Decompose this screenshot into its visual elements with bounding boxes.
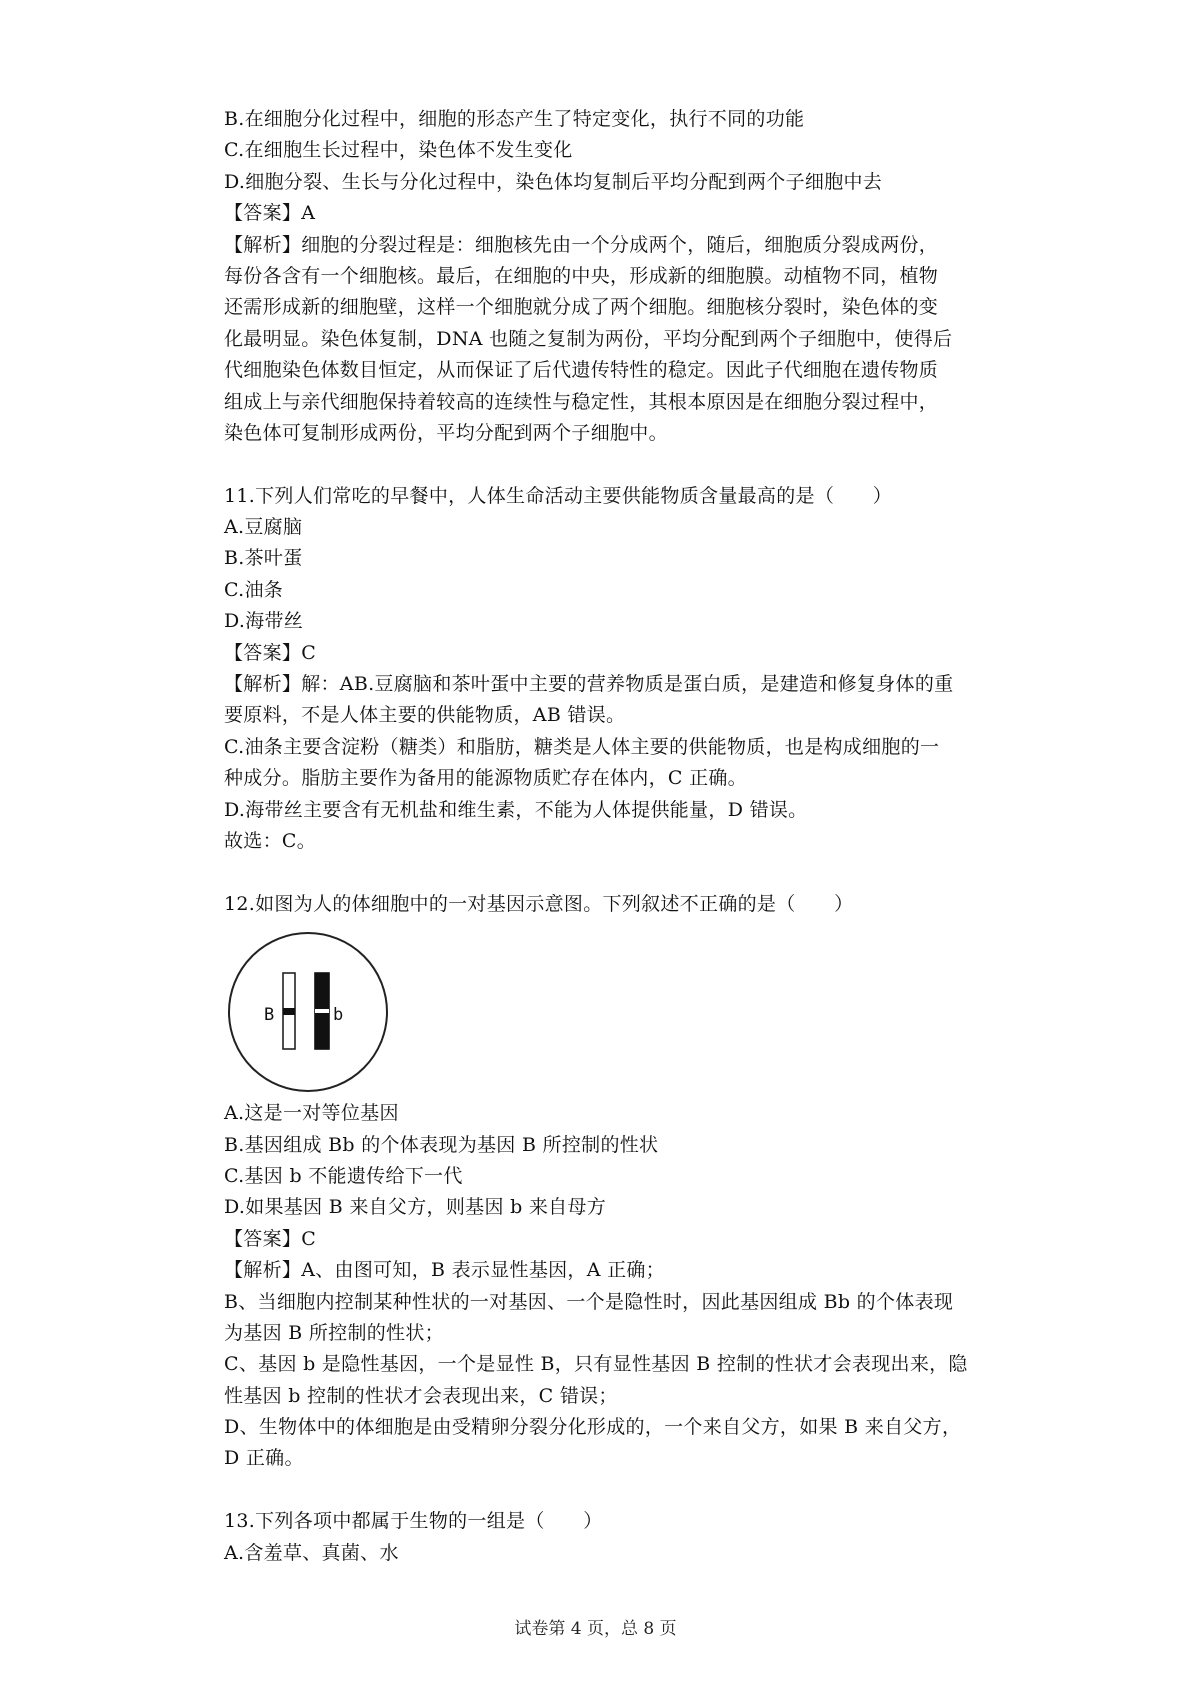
label-b: b bbox=[333, 1005, 344, 1026]
q11-option-a: A.豆腐脑 bbox=[224, 516, 303, 539]
q12-analysis-line: 性基因 b 控制的性状才会表现出来，C 错误； bbox=[224, 1384, 618, 1407]
q12-analysis-line: D 正确。 bbox=[224, 1447, 304, 1470]
q10-option-d: D.细胞分裂、生长与分化过程中，染色体均复制后平均分配到两个子细胞中去 bbox=[224, 170, 883, 193]
cell-diagram bbox=[226, 930, 394, 1094]
gene-locus-b-upper bbox=[283, 1008, 295, 1015]
q10-analysis-line: 化最明显。染色体复制，DNA 也随之复制为两份，平均分配到两个子细胞中，使得后 bbox=[224, 327, 953, 350]
q12-stem: 12.如图为人的体细胞中的一对基因示意图。下列叙述不正确的是（ ） bbox=[224, 892, 854, 915]
q12-analysis-line: 为基因 B 所控制的性状； bbox=[224, 1321, 444, 1344]
q12-analysis-line: C、基因 b 是隐性基因，一个是显性 B，只有显性基因 B 控制的性状才会表现出来，隐 bbox=[224, 1353, 968, 1376]
q12-analysis-line: B、当细胞内控制某种性状的一对基因、一个是隐性时，因此基因组成 Bb 的个体表现 bbox=[224, 1290, 954, 1313]
gene-pair-figure bbox=[224, 926, 1004, 1094]
page-body bbox=[224, 104, 1004, 1569]
q11-answer: 【答案】C bbox=[224, 641, 317, 664]
paragraph-gap bbox=[224, 449, 1004, 480]
q12-analysis-line: 【解析】A、由图可知，B 表示显性基因，A 正确； bbox=[224, 1259, 665, 1282]
q11-stem: 11.下列人们常吃的早餐中，人体生命活动主要供能物质含量最高的是（ ） bbox=[224, 484, 893, 507]
q12-option-c: C.基因 b 不能遗传给下一代 bbox=[224, 1164, 463, 1187]
page-footer: 试卷第 4 页，总 8 页 bbox=[514, 1619, 677, 1639]
q10-analysis-line: 组成上与亲代细胞保持着较高的连续性与稳定性，其根本原因是在细胞分裂过程中， bbox=[224, 390, 939, 413]
q12-analysis-line: D、生物体中的体细胞是由受精卵分裂分化形成的，一个来自父方，如果 B 来自父方， bbox=[224, 1416, 962, 1439]
cell-outline bbox=[229, 933, 387, 1091]
label-B: B bbox=[264, 1005, 275, 1026]
q12-option-a: A.这是一对等位基因 bbox=[224, 1102, 399, 1125]
q13-stem: 13.下列各项中都属于生物的一组是（ ） bbox=[224, 1510, 603, 1533]
q12-option-d: D.如果基因 B 来自父方，则基因 b 来自母方 bbox=[224, 1196, 607, 1219]
q12-answer: 【答案】C bbox=[224, 1227, 317, 1250]
q11-analysis-line: 故选：C。 bbox=[224, 829, 317, 852]
q11-option-b: B.茶叶蛋 bbox=[224, 547, 303, 570]
q10-option-b: B.在细胞分化过程中，细胞的形态产生了特定变化，执行不同的功能 bbox=[224, 108, 805, 130]
q11-option-d: D.海带丝 bbox=[224, 610, 304, 633]
gene-locus-b-lower bbox=[315, 1009, 329, 1013]
q11-option-c: C.油条 bbox=[224, 578, 284, 601]
q11-analysis-line: 要原料，不是人体主要的供能物质，AB 错误。 bbox=[224, 704, 626, 727]
q10-analysis-line: 每份各含有一个细胞核。最后，在细胞的中央，形成新的细胞膜。动植物不同，植物 bbox=[224, 264, 939, 287]
q12-option-b: B.基因组成 Bb 的个体表现为基因 B 所控制的性状 bbox=[224, 1133, 659, 1156]
q13-option-a: A.含羞草、真菌、水 bbox=[224, 1541, 399, 1564]
q10-analysis-line: 代细胞染色体数目恒定，从而保证了后代遗传特性的稳定。因此子代细胞在遗传物质 bbox=[224, 359, 939, 382]
q10-analysis-line: 染色体可复制形成两份，平均分配到两个子细胞中。 bbox=[224, 421, 668, 444]
q10-answer: 【答案】A bbox=[224, 202, 316, 225]
q11-analysis-line: 【解析】解：AB.豆腐脑和茶叶蛋中主要的营养物质是蛋白质，是建造和修复身体的重 bbox=[224, 673, 954, 696]
q11-analysis-line: D.海带丝主要含有无机盐和维生素，不能为人体提供能量，D 错误。 bbox=[224, 798, 808, 821]
q11-analysis-line: 种成分。脂肪主要作为备用的能源物质贮存在体内，C 正确。 bbox=[224, 767, 747, 790]
paragraph-gap bbox=[224, 1475, 1004, 1506]
q10-analysis-line: 【解析】细胞的分裂过程是：细胞核先由一个分成两个，随后，细胞质分裂成两份， bbox=[224, 233, 939, 256]
paragraph-gap bbox=[224, 857, 1004, 888]
q10-analysis-line: 还需形成新的细胞壁，这样一个细胞就分成了两个细胞。细胞核分裂时，染色体的变 bbox=[224, 296, 939, 319]
q10-option-c: C.在细胞生长过程中，染色体不发生变化 bbox=[224, 139, 573, 162]
q11-analysis-line: C.油条主要含淀粉（糖类）和脂肪，糖类是人体主要的供能物质，也是构成细胞的一 bbox=[224, 735, 940, 758]
